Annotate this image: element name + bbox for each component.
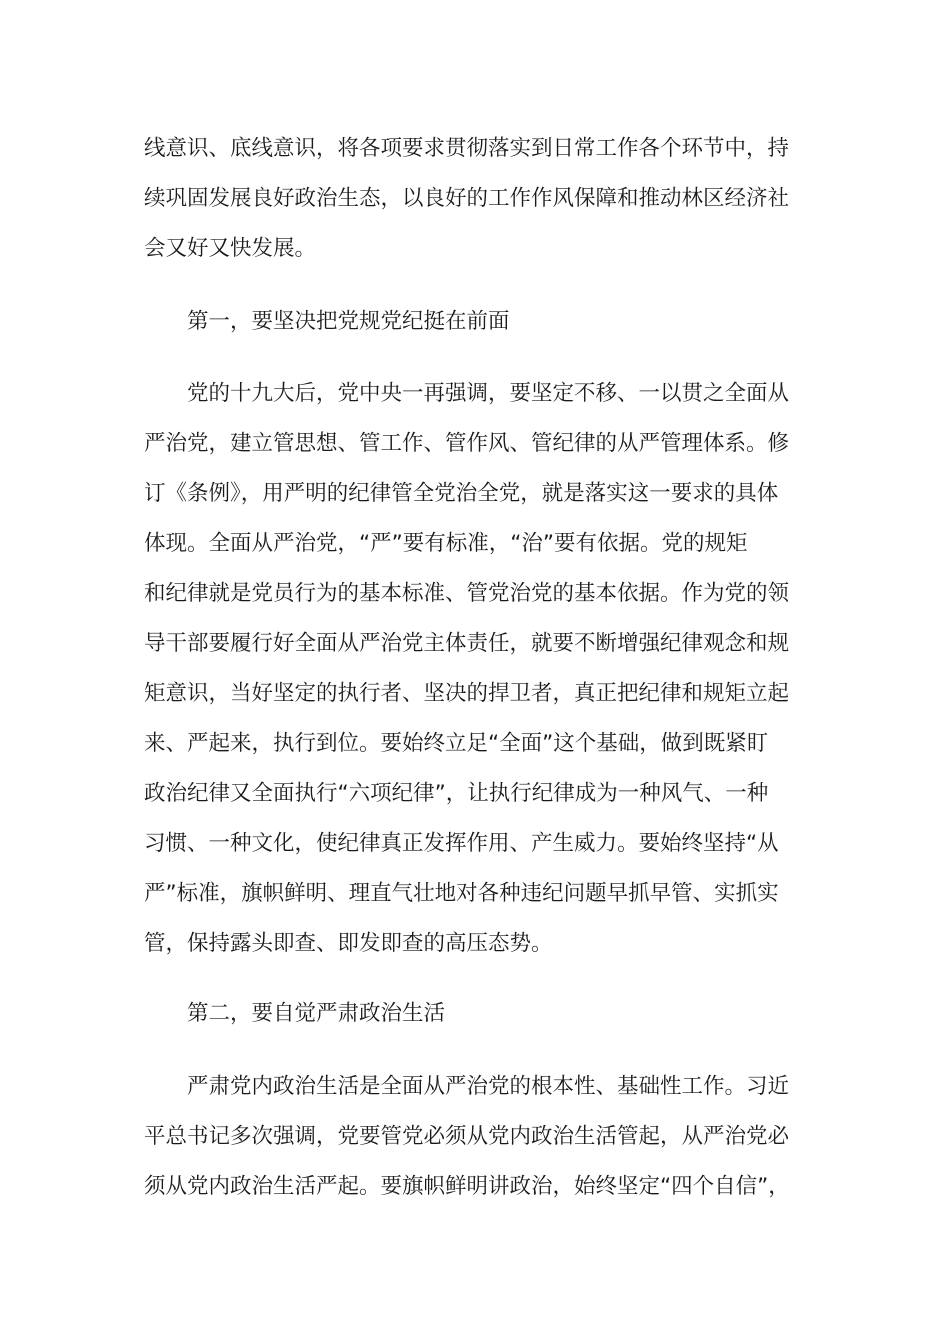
paragraph-1-line-12: 管，保持露头即查、即发即查的高压态势。 bbox=[144, 931, 553, 956]
paragraph-1-line-5: 和纪律就是党员行为的基本标准、管党治党的基本依据。作为党的领 bbox=[144, 581, 790, 606]
paragraph-1-line-10: 习惯、一种文化，使纪律真正发挥作用、产生威力。要始终坚持“从 bbox=[144, 831, 779, 856]
paragraph-1-line-11: 严”标准，旗帜鲜明、理直气壮地对各种违纪问题早抓早管、实抓实 bbox=[144, 881, 779, 906]
intro-line-1: 线意识、底线意识，将各项要求贯彻落实到日常工作各个环节中，持 bbox=[144, 136, 790, 161]
section-heading-2-block bbox=[144, 989, 804, 1039]
paragraph-2-line-3: 须从党内政治生活严起。要旗帜鲜明讲政治，始终坚定“四个自信”， bbox=[144, 1174, 790, 1199]
intro-paragraph bbox=[144, 124, 804, 274]
intro-line-3: 会又好又快发展。 bbox=[144, 236, 317, 261]
paragraph-1-line-8: 来、严起来，执行到位。要始终立足“全面”这个基础，做到既紧盯 bbox=[144, 731, 769, 756]
paragraph-1-line-6: 导干部要履行好全面从严治党主体责任，就要不断增强纪律观念和规 bbox=[144, 631, 790, 656]
section-heading-2: 第二，要自觉严肃政治生活 bbox=[187, 1001, 446, 1026]
paragraph-1-line-1: 党的十九大后，党中央一再强调，要坚定不移、一以贯之全面从 bbox=[187, 381, 790, 406]
section-heading-1: 第一，要坚决把党规党纪挺在前面 bbox=[187, 309, 510, 334]
paragraph-1-line-3: 订《条例》，用严明的纪律管全党治全党，就是落实这一要求的具体 bbox=[144, 481, 779, 506]
paragraph-2-line-2: 平总书记多次强调，党要管党必须从党内政治生活管起，从严治党必 bbox=[144, 1124, 790, 1149]
paragraph-1-line-9: 政治纪律又全面执行“六项纪律”，让执行纪律成为一种风气、一种 bbox=[144, 781, 769, 806]
paragraph-1-line-4: 体现。全面从严治党，“严”要有标准，“治”要有依据。党的规矩 bbox=[144, 531, 748, 556]
paragraph-1-line-7: 矩意识，当好坚定的执行者、坚决的捍卫者，真正把纪律和规矩立起 bbox=[144, 681, 790, 706]
paragraph-1-line-2: 严治党，建立管思想、管工作、管作风、管纪律的从严管理体系。修 bbox=[144, 431, 790, 456]
paragraph-2-line-1: 严肃党内政治生活是全面从严治党的根本性、基础性工作。习近 bbox=[187, 1074, 790, 1099]
paragraph-2 bbox=[144, 1062, 804, 1212]
intro-line-2: 续巩固发展良好政治生态，以良好的工作作风保障和推动林区经济社 bbox=[144, 186, 790, 211]
section-heading-1-block bbox=[144, 297, 804, 347]
paragraph-1 bbox=[144, 369, 804, 969]
